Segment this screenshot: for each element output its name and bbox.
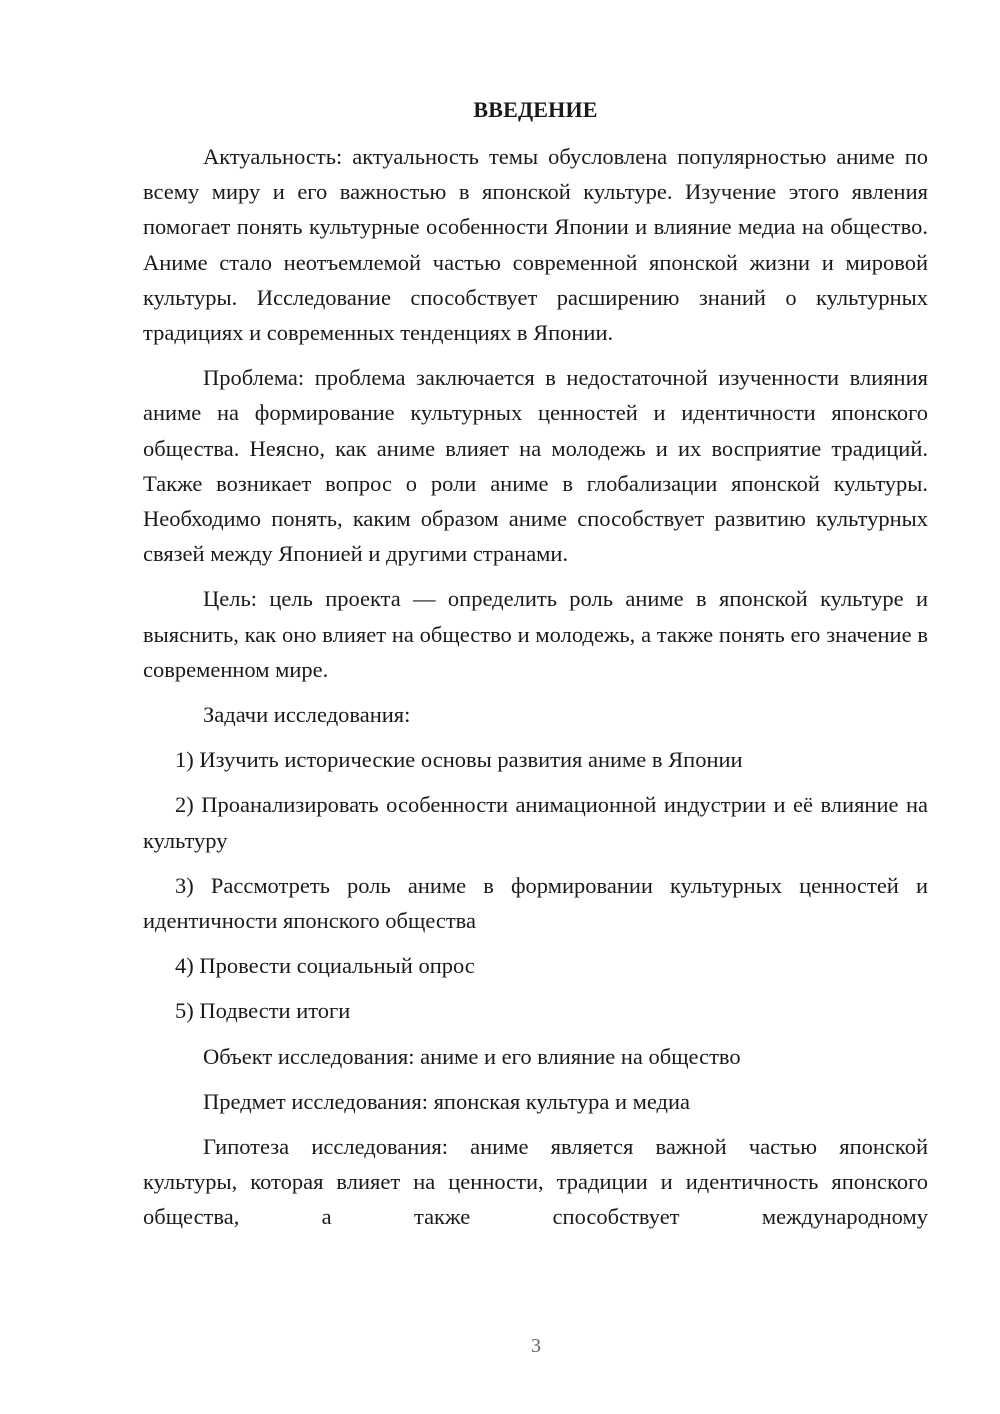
paragraph-hypothesis: Гипотеза исследования: аниме является важной частью японской культуры, которая влияет на ценности, традиции и идентичность японского общества, а также способствует международному (143, 1134, 928, 1230)
task-item-1: 1) Изучить исторические основы развития аниме в Японии (175, 747, 743, 773)
document-page (143, 92, 928, 1245)
paragraph-object: Объект исследования: аниме и его влияние на общество (203, 1043, 741, 1069)
page-number: 3 (531, 1335, 541, 1357)
paragraph-relevance: Актуальность: актуальность темы обусловлена популярностью аниме по всему миру и его важностью в японской культуре. Изучение этого явления помогает понять культурные особенности Японии и влияние медиа на общество. Аниме стало неотъемлемой частью современной японской жизни и мировой культуры. Исследование способствует расширению знаний о культурных традициях и современных тенденциях в Японии. (143, 144, 928, 346)
paragraph-problem: Проблема: проблема заключается в недостаточной изученности влияния аниме на формирование культурных ценностей и идентичности японского общества. Неясно, как аниме влияет на молодежь и их восприятие традиций. Также возникает вопрос о роли аниме в глобализации японской культуры. Необходимо понять, каким образом аниме способствует развитию культурных связей между Японией и другими странами. (143, 365, 928, 567)
tasks-heading: Задачи исследования: (203, 702, 411, 728)
task-item-3: 3) Рассмотреть роль аниме в формировании культурных ценностей и идентичности японского общества (143, 872, 928, 934)
task-item-2: 2) Проанализировать особенности анимационной индустрии и её влияние на культуру (143, 792, 928, 853)
task-item-5: 5) Подвести итоги (175, 998, 351, 1024)
page-title: ВВЕДЕНИЕ (473, 97, 598, 122)
task-item-4: 4) Провести социальный опрос (175, 953, 475, 979)
paragraph-subject: Предмет исследования: японская культура и медиа (203, 1088, 691, 1114)
paragraph-goal: Цель: цель проекта — определить роль аниме в японской культуре и выяснить, как оно влияет на общество и молодежь, а также понять его значение в современном мире. (143, 586, 928, 682)
